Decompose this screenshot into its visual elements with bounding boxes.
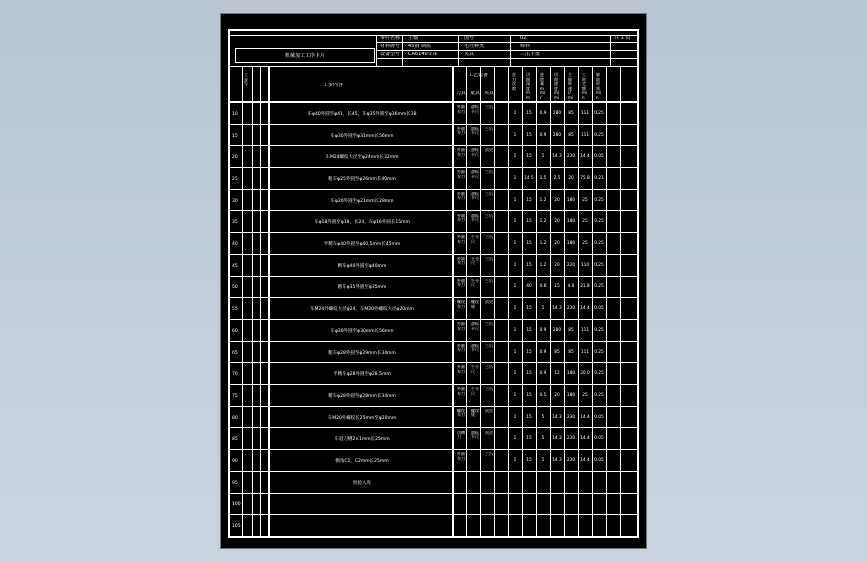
header-value2-2: 毛坯种类 — [464, 44, 485, 49]
step-gauge: 游标卡尺 — [471, 170, 479, 179]
step-gauge: 千分尺 — [471, 256, 479, 266]
step-tool: 外圆车刀 — [457, 191, 465, 201]
step-tool: 螺纹车刀 — [457, 408, 465, 418]
step-param-6: 111 — [580, 110, 590, 116]
header-divider-2 — [402, 35, 403, 66]
step-param-6: 25 — [582, 219, 588, 225]
step-param-2: 15 — [526, 110, 532, 116]
step-param-5: 180 — [566, 371, 576, 377]
step-clamp: 三爪 — [485, 452, 493, 457]
step-param-2: 15 — [526, 219, 532, 225]
step-param-6: 14.4 — [580, 306, 590, 312]
step-content: 精车φ40外圆至φ40mm — [337, 263, 387, 269]
step-param-1: 1 — [513, 327, 517, 333]
step-param-7: 0.25 — [594, 392, 604, 398]
step-param-3: 5 — [541, 154, 545, 160]
header-value3-1: 02 — [520, 36, 527, 41]
col-header-gauge: 量具 — [470, 91, 481, 96]
step-param-4: 12 — [554, 371, 560, 377]
step-content: 粗车φ25外圆至φ26mm长40mm — [328, 176, 396, 182]
step-param-1: 1 — [513, 392, 517, 398]
step-param-5: 180 — [566, 219, 576, 225]
step-gauge: 螺纹规 — [471, 300, 479, 309]
step-content: 车M24螺纹大径至φ24mm长32mm — [325, 155, 399, 161]
table-row — [230, 494, 637, 516]
step-param-1: 1 — [513, 175, 517, 181]
step-param-4: 14.3 — [552, 154, 562, 160]
step-param-6: 111 — [580, 327, 590, 333]
row-separator — [230, 536, 637, 537]
step-param-4: 20 — [554, 241, 560, 247]
step-content: 检验入库 — [353, 480, 371, 486]
step-param-2: 15 — [526, 154, 532, 160]
step-gauge: 游标卡尺 — [471, 105, 479, 114]
step-param-2: 15 — [526, 414, 532, 420]
step-gauge: 游标卡尺 — [471, 430, 479, 439]
table-row — [230, 212, 637, 234]
table-row — [230, 233, 637, 255]
step-param-1: 1 — [513, 306, 517, 312]
step-number: 60 — [232, 328, 238, 334]
step-param-4: 15 — [554, 284, 560, 290]
step-gauge: 游标卡尺 — [471, 343, 479, 353]
header-line-1 — [376, 42, 637, 43]
step-param-3: 5 — [541, 436, 545, 442]
table-row — [230, 298, 637, 320]
step-content: 精车φ28外圆至φ28mm长34mm — [328, 393, 396, 399]
step-param-2: 15 — [526, 241, 532, 247]
header-bottom-line — [230, 66, 637, 67]
step-param-7: 0.25 — [594, 219, 604, 225]
step-param-5: 85 — [568, 327, 574, 333]
step-param-4: 20 — [554, 392, 560, 398]
step-param-1: 1 — [513, 436, 517, 442]
step-gauge: 千分尺 — [471, 235, 479, 244]
step-param-5: 230 — [566, 306, 576, 312]
step-param-6: 25 — [582, 197, 588, 203]
step-param-7: 0.05 — [594, 436, 604, 442]
step-clamp: 三爪 — [485, 278, 493, 283]
step-number: 80 — [232, 415, 238, 421]
step-tool: 外圆车刀 — [457, 322, 465, 331]
step-gauge: 千分尺 — [471, 278, 479, 288]
step-clamp: 顶尖 — [485, 148, 493, 153]
step-gauge — [471, 474, 480, 492]
step-param-4: 14.3 — [552, 436, 562, 442]
step-tool — [457, 517, 466, 535]
header-top-line — [230, 35, 637, 36]
step-param-6: 110 — [580, 262, 590, 268]
step-param-1: 1 — [513, 241, 517, 247]
step-tool: 切槽刀 — [457, 430, 465, 439]
step-param-4: 20 — [554, 197, 560, 203]
header-label-3: 设备型号 — [380, 52, 401, 57]
step-param-5: 180 — [566, 392, 576, 398]
step-tool: 外圆车刀 — [457, 105, 465, 114]
step-param-4: 2.5 — [553, 175, 561, 181]
step-param-2: 40 — [526, 284, 532, 290]
step-param-3: 5 — [541, 414, 545, 420]
sheet-title: 机械加工工序卡片 — [235, 48, 375, 63]
table-row — [230, 363, 637, 385]
step-clamp: 三爪 — [485, 343, 493, 348]
step-param-5: 180 — [566, 197, 576, 203]
step-param-6: 75.8 — [580, 175, 590, 181]
step-content: 倒角C1，C2mm长25mm — [335, 459, 389, 465]
step-param-7: 0.05 — [594, 154, 604, 160]
step-param-7: 0.21 — [594, 175, 604, 181]
step-tool — [457, 474, 466, 492]
step-number: 95 — [232, 480, 238, 486]
step-clamp — [485, 474, 494, 492]
step-param-2: 15 — [526, 327, 532, 333]
step-param-6: 14.4 — [580, 436, 590, 442]
header-value-3: CA6140车床 — [408, 52, 438, 57]
step-clamp: 三爪 — [485, 235, 493, 240]
step-param-7: 0.25 — [594, 241, 604, 247]
step-param-5: 230 — [566, 414, 576, 420]
col-header-equipment: 工艺装备 — [468, 73, 489, 78]
header-value-1: 主轴 — [408, 36, 419, 41]
step-clamp: 顶尖 — [485, 300, 493, 305]
step-tool: 外圆车刀 — [457, 235, 465, 244]
step-param-1: 1 — [513, 414, 517, 420]
step-param-5: 230 — [566, 154, 576, 160]
step-clamp: 顶尖 — [485, 430, 493, 435]
step-param-5: 180 — [566, 241, 576, 247]
step-content: 车φ20外圆至φ21mm长28mm — [330, 198, 394, 204]
step-param-3: 0.9 — [539, 327, 547, 333]
col-header-param-6: 工时定额min — [582, 72, 588, 100]
step-content: 车φ30外圆至φ30mm长56mm — [330, 328, 394, 334]
step-param-5: 85 — [568, 110, 574, 116]
step-gauge — [471, 452, 480, 470]
step-param-3: 5 — [541, 458, 545, 464]
step-number: 35 — [232, 220, 238, 226]
step-param-1: 1 — [513, 219, 517, 225]
col-header-param-2: 切削深度mm — [526, 72, 530, 100]
step-param-3: 1.5 — [539, 175, 547, 181]
header-value2-3: 夹具 — [464, 52, 475, 57]
step-number: 40 — [232, 242, 238, 248]
step-param-7: 0.05 — [594, 306, 604, 312]
step-param-5: 4.0 — [567, 284, 575, 290]
step-param-4: 20 — [554, 219, 560, 225]
step-param-3: 0.8 — [539, 284, 547, 290]
table-row — [230, 255, 637, 277]
step-tool: 螺纹车刀 — [457, 300, 465, 309]
step-param-3: 0.5 — [539, 392, 547, 398]
step-tool: 外圆车刀 — [457, 452, 465, 461]
step-clamp — [485, 496, 494, 514]
step-param-1: 1 — [513, 284, 517, 290]
step-param-3: 1.2 — [539, 241, 547, 247]
step-gauge: 游标卡尺 — [471, 191, 479, 201]
step-number: 50 — [232, 285, 238, 291]
step-param-5: 20 — [568, 175, 574, 181]
step-number: 70 — [232, 372, 238, 378]
header-value-2: 45钢 调质 — [408, 44, 431, 49]
step-tool: 外圆车刀 — [457, 148, 465, 157]
step-param-6: 20.0 — [580, 371, 590, 377]
step-param-3: 1.2 — [539, 262, 547, 268]
step-param-2: 15 — [526, 306, 532, 312]
step-param-7: 0.25 — [594, 371, 604, 377]
step-param-4: 14.3 — [552, 458, 562, 464]
step-param-5: 230 — [566, 458, 576, 464]
step-gauge: 千分尺 — [471, 365, 479, 374]
header-divider — [376, 35, 377, 66]
step-gauge: 千分尺 — [471, 387, 479, 396]
step-gauge: 游标卡尺 — [471, 148, 479, 157]
step-param-2: 15 — [526, 371, 532, 377]
col-header-step-no: 工步号 — [244, 72, 248, 86]
step-param-7: 0.25 — [594, 327, 604, 333]
step-param-2: 15 — [526, 392, 532, 398]
step-number: 10 — [232, 111, 238, 117]
step-param-6: 25 — [582, 241, 588, 247]
table-row — [230, 125, 637, 147]
step-param-1: 1 — [513, 371, 517, 377]
table-row — [230, 146, 637, 168]
step-number: 65 — [232, 350, 238, 356]
step-number: 55 — [232, 307, 238, 313]
step-number: 90 — [232, 459, 238, 465]
step-gauge: 游标卡尺 — [471, 126, 479, 136]
step-clamp: 三爪 — [485, 256, 493, 261]
step-param-2: 15 — [526, 132, 532, 138]
step-tool: 外圆车刀 — [457, 256, 465, 266]
step-param-3: 0.9 — [539, 132, 547, 138]
step-param-4: 280 — [552, 327, 562, 333]
table-row — [230, 190, 637, 212]
step-param-4: 20 — [554, 262, 560, 268]
step-clamp: 三爪 — [485, 105, 493, 109]
step-param-3: 1.2 — [539, 219, 547, 225]
step-param-7: 0.05 — [594, 458, 604, 464]
step-clamp: 三爪 — [485, 191, 493, 196]
step-tool: 外圆车刀 — [457, 126, 465, 136]
step-param-5: 85 — [568, 349, 574, 355]
table-row — [230, 385, 637, 407]
bottom-band — [221, 538, 646, 548]
step-param-6: 21.8 — [580, 284, 590, 290]
step-param-4: 280 — [552, 132, 562, 138]
header-value3-3: 三爪卡盘 — [520, 52, 541, 57]
col-header-param-7: 辅助时间min — [596, 72, 602, 100]
step-clamp: 三爪 — [485, 213, 493, 218]
step-content: 车φ30外圆至φ31mm长56mm — [330, 133, 394, 139]
step-number: 25 — [232, 176, 238, 182]
table-row — [230, 515, 637, 537]
step-param-7: 0.25 — [594, 110, 604, 116]
step-number: 75 — [232, 393, 238, 399]
step-number: 100 — [232, 502, 241, 508]
step-param-5: 85 — [568, 132, 574, 138]
step-param-4: 14.3 — [552, 414, 562, 420]
step-param-7: 0.25 — [594, 197, 604, 203]
table-row — [230, 277, 637, 299]
table-row — [230, 407, 637, 429]
step-clamp: 顶尖 — [485, 408, 493, 413]
header-divider-4 — [510, 35, 511, 66]
step-gauge — [471, 496, 480, 514]
step-number: 105 — [232, 524, 241, 530]
step-param-1: 1 — [513, 132, 517, 138]
header-value4-1: 共 1 页 — [614, 36, 631, 41]
step-param-4: 85 — [554, 349, 560, 355]
table-row — [230, 342, 637, 364]
col-header-param-5: 主轴转速r/mi — [568, 72, 574, 100]
step-param-6: 111 — [580, 132, 590, 138]
step-param-1: 1 — [513, 458, 517, 464]
step-param-2: 15 — [526, 197, 532, 203]
step-param-1: 1 — [513, 197, 517, 203]
step-number: 20 — [232, 155, 238, 161]
step-clamp: 三爪 — [485, 387, 493, 392]
step-gauge: 游标卡尺 — [471, 322, 479, 331]
table-row — [230, 168, 637, 190]
step-param-1: 1 — [513, 262, 517, 268]
step-param-2: 14.5 — [524, 175, 534, 181]
step-param-3: 0.9 — [539, 349, 547, 355]
header-label-1: 零件名称 — [380, 36, 401, 41]
step-param-4: 280 — [552, 110, 562, 116]
header-divider-3 — [458, 35, 459, 66]
step-param-7: 0.25 — [594, 284, 604, 290]
step-tool: 外圆车刀 — [457, 343, 465, 353]
drawing-sheet — [220, 13, 647, 549]
step-clamp — [485, 517, 494, 535]
step-content: 车φ40外圆至φ41，长45，车φ35外圆至φ36mm长38 — [307, 111, 417, 117]
col-header-tool: 刀具 — [456, 91, 467, 96]
step-tool — [457, 496, 466, 514]
step-tool: 外圆车刀 — [457, 213, 465, 222]
table-row — [230, 103, 637, 125]
step-param-3: 0.9 — [539, 110, 547, 116]
step-param-1: 1 — [513, 349, 517, 355]
step-tool: 外圆车刀 — [457, 278, 465, 288]
step-tool: 外圆车刀 — [457, 387, 465, 396]
header-line-3 — [376, 58, 637, 59]
step-param-5: 220 — [566, 262, 576, 268]
step-param-5: 230 — [566, 436, 576, 442]
step-gauge: 螺纹规 — [471, 408, 479, 418]
step-clamp: 三爪 — [485, 365, 493, 370]
step-param-6: 111 — [580, 349, 590, 355]
step-clamp: 三爪 — [485, 126, 493, 131]
step-content: 车退刀槽2×1mm长25mm — [334, 437, 390, 443]
step-content: 粗车φ28外圆至φ29mm长34mm — [328, 350, 396, 356]
col-header-param-3: 进给量mm/r — [540, 72, 546, 100]
step-param-7: 0.05 — [594, 414, 604, 420]
col-header-clamp: 夹具 — [484, 91, 495, 96]
step-param-3: 5 — [541, 306, 545, 312]
step-content: 半精车φ28外圆至φ28.5mm — [333, 372, 391, 378]
step-param-2: 15 — [526, 436, 532, 442]
step-number: 30 — [232, 198, 238, 204]
step-param-7: 0.25 — [594, 262, 604, 268]
step-param-1: 1 — [513, 154, 517, 160]
header-label-2: 材料牌号 — [380, 44, 401, 49]
step-content: 车M20外螺纹长25mm至φ20mm — [327, 415, 397, 421]
table-row — [230, 450, 637, 472]
table-row — [230, 472, 637, 494]
step-gauge: 游标卡尺 — [471, 213, 479, 222]
step-clamp: 三爪 — [485, 322, 493, 326]
step-gauge — [471, 517, 480, 535]
col-header-param-4: 切削速度m/mi — [554, 72, 560, 100]
col-header-param-1: 走刀次数 — [512, 72, 516, 91]
step-param-6: 14.4 — [580, 458, 590, 464]
step-param-7: 0.25 — [594, 349, 604, 355]
step-param-3: 0.9 — [539, 371, 547, 377]
step-param-7: 0.25 — [594, 132, 604, 138]
step-number: 45 — [232, 263, 238, 269]
header-line-2 — [376, 50, 637, 51]
step-content: 半精车φ40外圆至φ40.5mm长45mm — [323, 242, 401, 248]
header-value2-1: 图号 — [464, 36, 475, 41]
step-number: 85 — [232, 437, 238, 443]
step-tool: 外圆车刀 — [457, 170, 465, 179]
table-row — [230, 429, 637, 451]
header-divider-5 — [610, 35, 611, 66]
col-header-content: 工步内容 — [323, 83, 344, 88]
table-row — [230, 320, 637, 342]
step-param-6: 14.4 — [580, 154, 590, 160]
step-param-6: 14.4 — [580, 414, 590, 420]
header-value3-2: 棒料 — [520, 44, 531, 49]
step-clamp: 三爪 — [485, 170, 493, 175]
step-tool: 外圆车刀 — [457, 365, 465, 374]
step-param-3: 1.2 — [539, 197, 547, 203]
step-number: 15 — [232, 133, 238, 139]
step-param-1: 1 — [513, 110, 517, 116]
step-param-6: 25 — [582, 392, 588, 398]
step-param-2: 15 — [526, 262, 532, 268]
step-param-2: 15 — [526, 349, 532, 355]
step-content: 车φ18外圆至φ19，长24，车φ16外圆长15mm — [314, 220, 410, 226]
step-param-2: 15 — [526, 458, 532, 464]
step-content: 车M24外螺纹大径φ24，车M20外螺纹大径φ20mm — [310, 307, 414, 313]
step-param-4: 14.3 — [552, 306, 562, 312]
drawing-frame — [228, 29, 639, 538]
step-content: 精车φ35外圆至φ35mm — [337, 285, 387, 291]
